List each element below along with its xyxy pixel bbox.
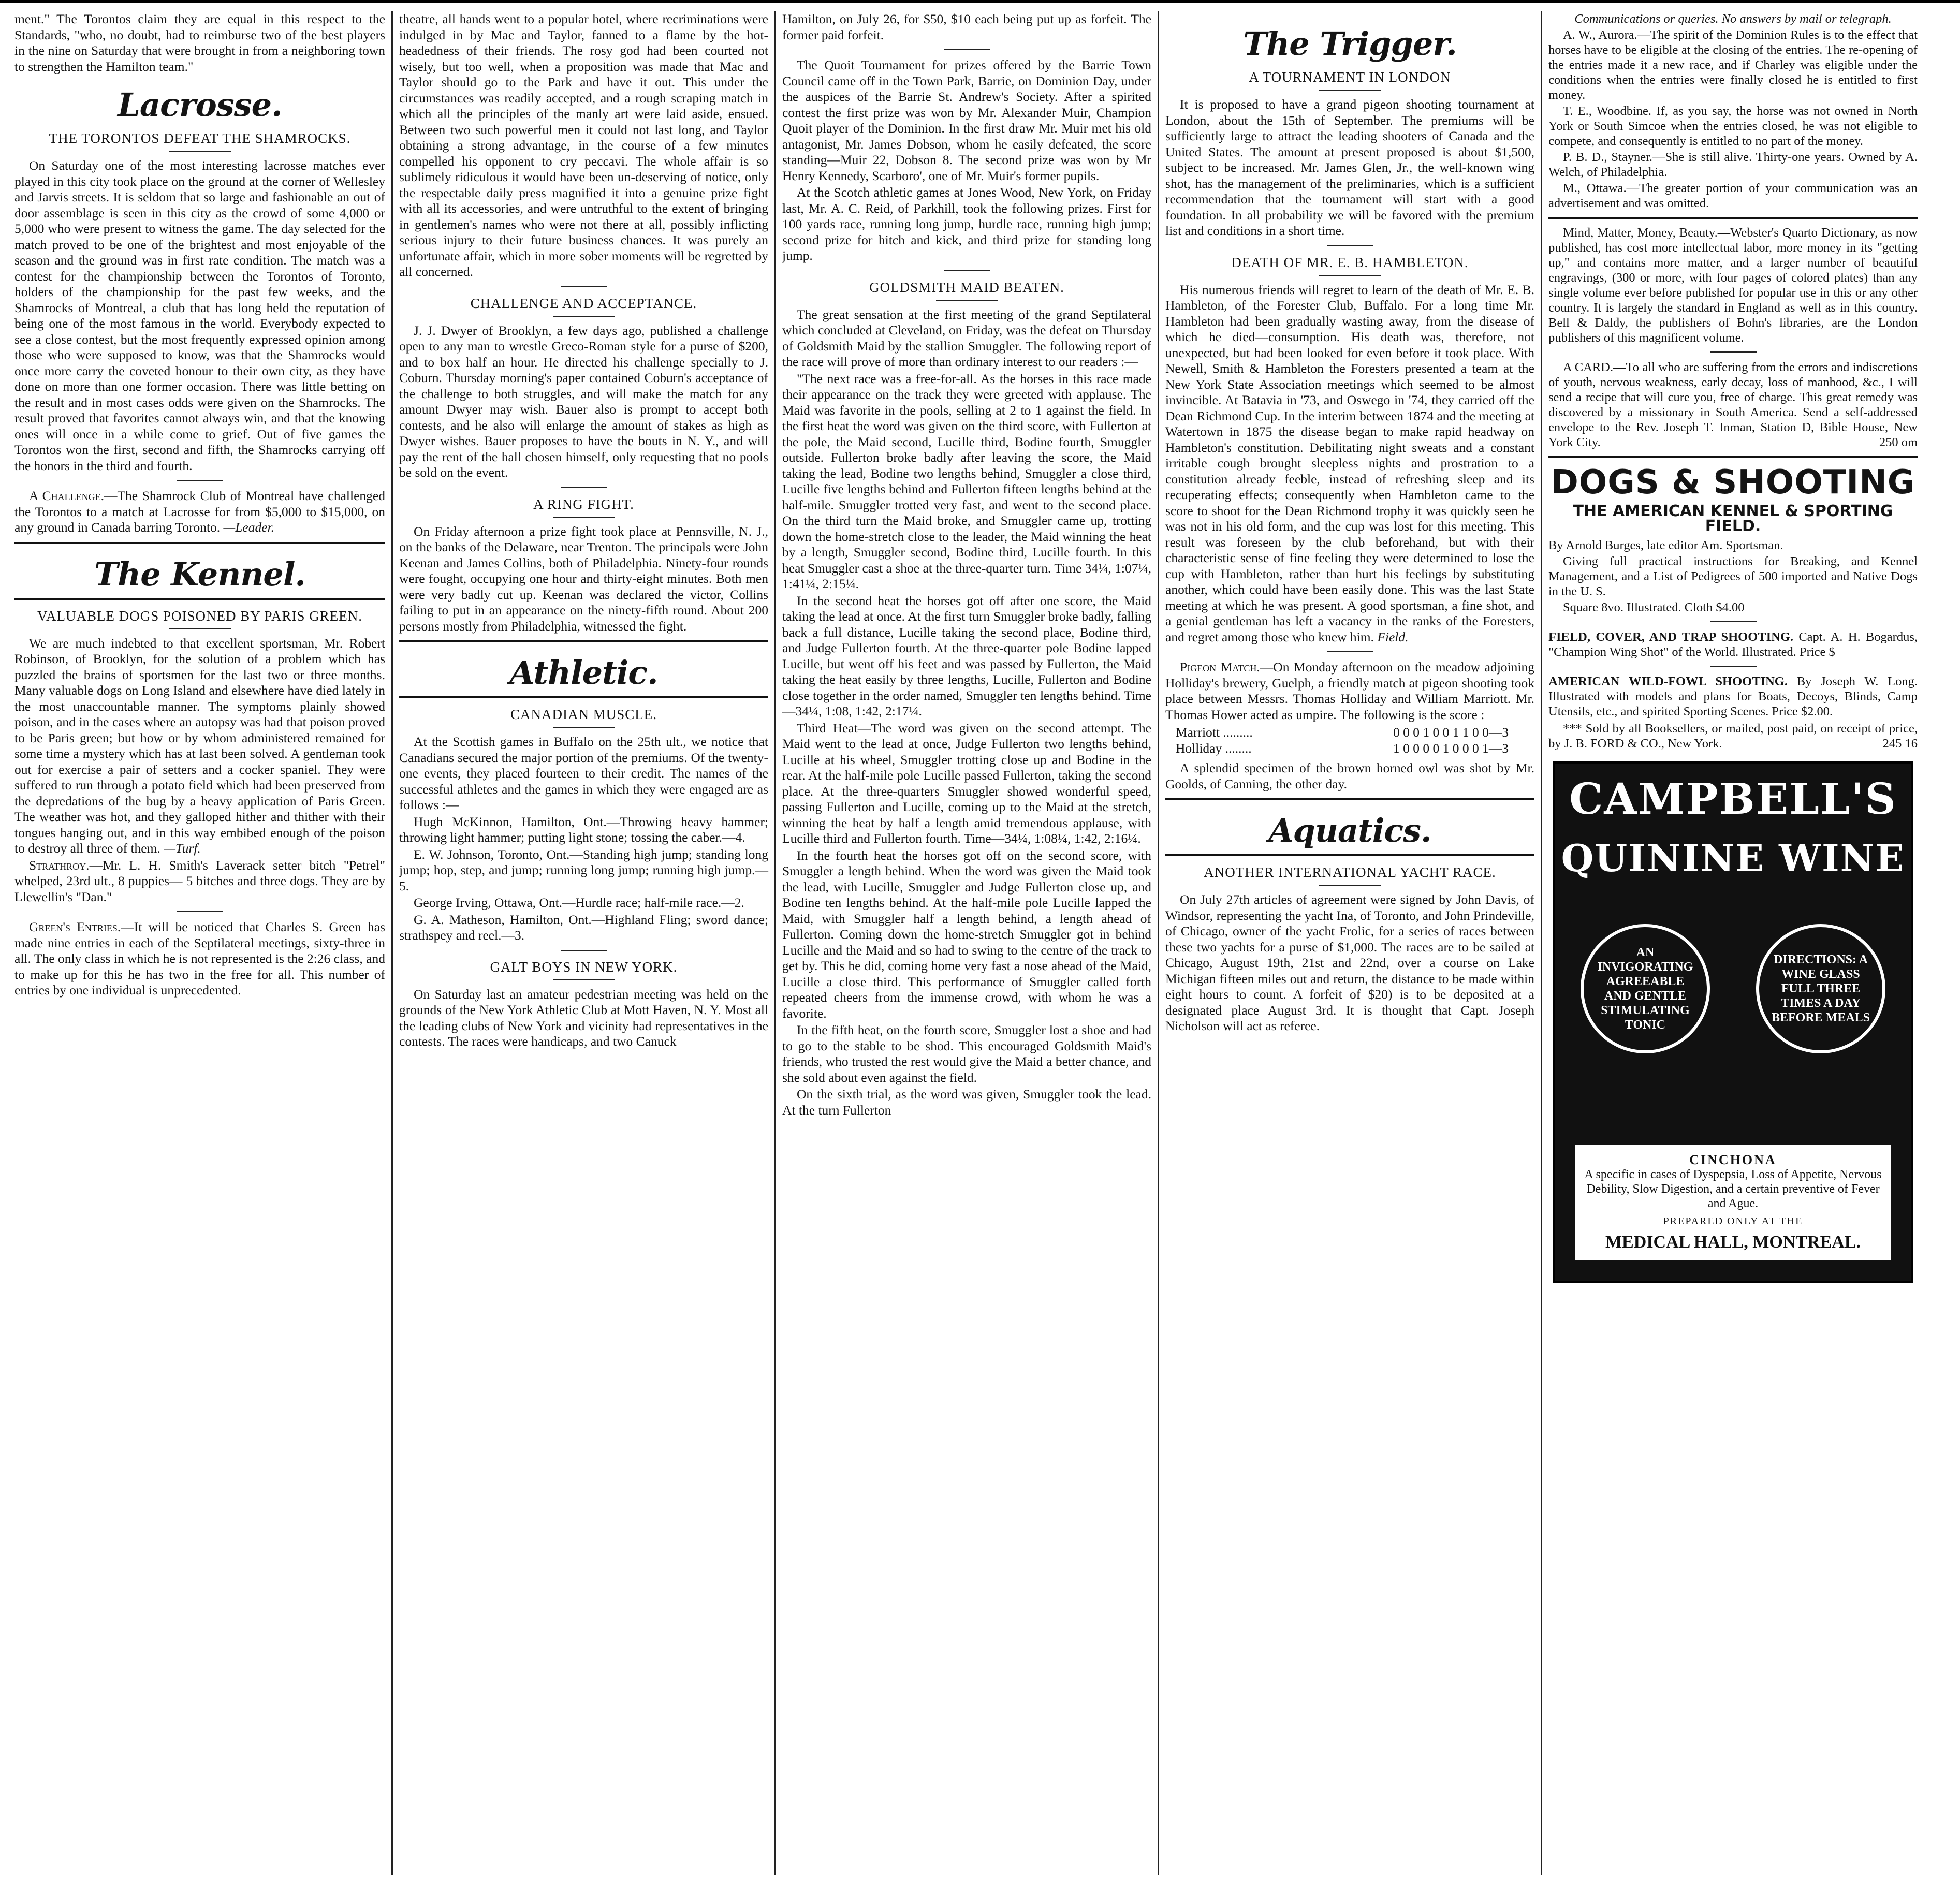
advert-text: A CARD.—To all who are suffering from the errors and indiscretions of youth, nervous weakness, early decay, loss of manhood, &c., I will send a recipe that will cure you, free of charge. This great remedy was discovered by a missionary in South America. Send a self-addressed envelope to the Rev. Joseph T. Inman, Station D, Bible House, New York City. [1548, 360, 1918, 449]
advert-seal-right: DIRECTIONS: A WINE GLASS FULL THREE TIMES A DAY BEFORE MEALS [1756, 924, 1885, 1053]
section-rule [399, 640, 768, 642]
advert-sold-by [1548, 721, 1918, 751]
advert-book [1548, 674, 1918, 719]
headline-yacht-race: ANOTHER INTERNATIONAL YACHT RACE. [1204, 864, 1496, 880]
source-credit: —Turf. [164, 841, 201, 856]
divider [944, 270, 990, 271]
divider [1327, 245, 1373, 246]
headline-dogs-poisoned: VALUABLE DOGS POISONED BY PARIS GREEN. [37, 608, 363, 624]
article-body: In the second heat the horses got off after one score, the Maid taking the lead at once. At the first turn Smuggler broke badly, falling back a full distance, Lucille taking the second place, Bodine third, and Judge Fullerton fourth. At the three-quarter pole Bodine lapped Lucille, but went off his feet and was passed by Fullerton, the Maid taking the heat easily by three lengths, Lucille, Fullerton and Bodine close together in the order named, Smuggler ten lengths behind. Time—34¼, 1:08, 1:42, 2:17¼. [782, 593, 1151, 719]
brief-text: —On Monday afternoon on the meadow adjoining Holliday's brewery, Guelph, a friendly match at pigeon shooting took place between Messrs. Thomas Holliday and William Marriott. Mr. Thomas Hower acted as umpire. The following is the score : [1165, 659, 1534, 722]
advert-dogs-subtitle: THE AMERICAN KENNEL & SPORTING FIELD. [1573, 502, 1893, 535]
headline-ring-fight: A RING FIGHT. [533, 496, 634, 512]
athlete-entry: G. A. Matheson, Hamilton, Ont.—Highland Fling; sword dance; strathspey and reel.—3. [399, 912, 768, 943]
book-title: FIELD, COVER, AND TRAP SHOOTING. [1548, 630, 1794, 644]
book-title: AMERICAN WILD-FOWL SHOOTING. [1548, 675, 1788, 688]
divider [1710, 666, 1757, 667]
divider [936, 300, 998, 301]
brief-text: —It will be noticed that Charles S. Green has made nine entries in each of the Septilateral meetings, sixty-three in all. The only class in which he is not represented is the 2:26 class, and to make up for this he has two in the free for all. This number of entries by one individual is unprecedented. [14, 919, 386, 998]
advert-campbells-quinine-wine [1553, 761, 1913, 1283]
headline-tournament: A TOURNAMENT IN LONDON [1249, 69, 1451, 85]
article-body: In the fifth heat, on the fourth score, Smuggler lost a shoe and had to go to the stable to be shod. This encouraged Goldsmith Maid's friends, who trusted the rest would give the Maid a better chance, and she sold about even against the field. [782, 1022, 1151, 1085]
article-body [14, 636, 385, 857]
answer-item: P. B. D., Stayner.—She is still alive. Thirty-one years. Owned by A. Welch, of Philadelphia. [1548, 150, 1918, 179]
score-row [1176, 725, 1534, 741]
article-body: It is proposed to have a grand pigeon shooting tournament at London, about the 15th of September. The premiums will be sufficiently large to attract the leading shooters of Canada and the United States. The amount at present proposed is about $1,500, subject to be increased. Mr. James Glen, Jr., the well-known wing shot, has the management of the preliminaries, which is a sufficient recommendation that the tournament will start with a good foundation. In all probability we will be favored with the premium list and conditions in a short time. [1165, 97, 1534, 238]
brief-lead: Green's Entries. [29, 919, 121, 934]
article-continuation: Hamilton, on July 26, for $50, $10 each being put up as forfeit. The former paid forfeit. [782, 11, 1151, 42]
article-continuation: ment." The Torontos claim they are equal in this respect to the Standards, "who, no doubt, had to reimburse two of the best players in the nine on Saturday that were brought in from a neighboring town to strengthen the Hamilton team." [14, 11, 385, 74]
answer-item: A. W., Aurora.—The spirit of the Dominion Rules is to the effect that horses have to be eligible at the closing of the entries. The re-opening of the entries made it a new race, and if Charley was eligible under the conditions when the entries were finally closed he is entitled to first money. [1548, 28, 1918, 102]
section-rule [1165, 798, 1534, 800]
score-row [1176, 741, 1534, 757]
section-rule [1548, 456, 1918, 458]
divider [1327, 651, 1373, 652]
article-body: Third Heat—The word was given on the second attempt. The Maid went to the lead at once, Judge Fullerton two lengths behind, Lucille at his wheel, Smuggler trotting close up and Bodine in the rear. At the half-mile pole Lucille passed Fullerton, taking the second place. At the three-quarters Smuggler showed wonderful speed, passing Fullerton and Lucille, coming up to the Maid at the stretch, winning the heat by half a length amid tremendous applause, with Lucille third and Fullerton fourth. Time—34¼, 1:08¼, 1:42, 2:16¼. [782, 720, 1151, 846]
advert-info-box [1575, 1145, 1891, 1260]
divider [553, 316, 615, 317]
article-body: The great sensation at the first meeting of the grand Septilateral which concluded at Cleveland, on Friday, was the defeat on Thursday of Goldsmith Maid by the stallion Smuggler. The following report of the race will prove of more than ordinary interest to our readers :— [782, 306, 1151, 369]
section-rule [399, 696, 768, 698]
advert-dogs-title: DOGS & SHOOTING [1551, 463, 1915, 502]
advert-prepared: PREPARED ONLY AT THE [1663, 1215, 1803, 1227]
divider [944, 49, 990, 50]
advert-medical-hall: MEDICAL HALL, MONTREAL. [1605, 1233, 1861, 1252]
shooter-score: 1 0 0 0 0 1 0 0 0 1—3 [1393, 740, 1509, 756]
divider [169, 151, 231, 152]
advert-dogs-author: By Arnold Burges, late editor Am. Sportsman. [1548, 538, 1783, 552]
divider [1710, 621, 1757, 622]
brief-lead: A Challenge. [29, 488, 104, 503]
book-text: Capt. A. H. Bogardus, "Champion Wing Shot" of the World. Illustrated. Price $ [1548, 630, 1918, 659]
section-rule [14, 598, 385, 600]
section-heading-kennel: The Kennel. [94, 555, 305, 593]
columns [8, 11, 1947, 1875]
advert-seal-left: AN INVIGORATING AGREEABLE AND GENTLE STIMULATING TONIC [1581, 924, 1710, 1053]
headline-hambleton: DEATH OF MR. E. B. HAMBLETON. [1231, 254, 1469, 270]
article-body: A splendid specimen of the brown horned owl was shot by Mr. Goolds, of Canning, the other day. [1165, 760, 1534, 791]
brief-lead: Strathroy. [29, 857, 90, 873]
advert-brand: CAMPBELL'S [1569, 774, 1897, 824]
article-body: "The next race was a free-for-all. As the horses in this race made their appearance on the track they were greeted with applause. The Maid was favorite in the pools, selling at 2 to 1 against the field. In the first heat the word was given on the third score, with Fullerton at the pole, the Maid second, Lucille third, Bodine fourth, Smuggler outside. Fullerton broke badly after leaving the score, the Maid taking the lead, Bodine two lengths behind, Smuggler a close third, Lucille five lengths behind and Fullerton fifteen lengths behind at the half-mile. Smuggler trotted very fast, and went to the second place. On the third turn the Maid broke, and Smuggler came up, trotting down the home-stretch close to the leader, the Maid winning the heat by a length, Smuggler second, Bodine third, Lucille fourth. In this heat Smuggler cast a shoe at the three-quarter turn. Time 34¼, 1:07¼, 1:41¼, 2:15¼. [782, 371, 1151, 591]
advert-product: QUININE WINE [1561, 836, 1905, 880]
article-body: The Quoit Tournament for prizes offered by the Barrie Town Council came off in the Town Park, Barrie, on Dominion Day, under the auspices of the Barrie St. Andrew's Society. After a spirited contest the first prize was won by Mr. Alexander Muir, Champion Quoit player of the Dominion. In the first draw Mr. Muir met his old antagonist, Mr. James Dobson, whom he easily defeated, the score standing—Muir 22, Dobson 8. The second prize was won by Mr Henry Kennedy, Scarboro', one of Mr. Muir's former pupils. [782, 57, 1151, 183]
shooter-name: Holliday ........ [1176, 740, 1252, 756]
section-heading-aquatics: Aquatics. [1268, 812, 1431, 849]
article-body: At the Scottish games in Buffalo on the 25th ult., we notice that Canadians secured the major portion of the premiums. Of the twenty-one events, they placed fourteen to their credit. The names of the successful athletes and the games in which they were engaged are as follows :— [399, 734, 768, 812]
score-table [1176, 725, 1534, 756]
divider [553, 727, 615, 728]
source-credit: Field. [1377, 629, 1409, 644]
section-heading-lacrosse: Lacrosse. [118, 86, 282, 124]
answer-item: T. E., Woodbine. If, as you say, the horse was not owned in North York or South Simcoe when the entries closed, he was not eligible to compete, and consequently is entitled to no part of the money. [1548, 104, 1918, 148]
brief-pigeon-match [1165, 659, 1534, 723]
headline-canadian-muscle: CANADIAN MUSCLE. [510, 707, 657, 722]
article-body: On the sixth trial, as the word was given, Smuggler took the lead. At the turn Fullerton [782, 1087, 1151, 1118]
section-rule [1165, 854, 1534, 856]
advert-description: A specific in cases of Dyspepsia, Loss of Appetite, Nervous Debility, Slow Digestion, and a certain preventive of Fever and Ague. [1584, 1168, 1882, 1210]
shooter-name: Marriott ......... [1176, 725, 1253, 740]
advert-text: *** Sold by all Booksellers, or mailed, post paid, on receipt of price, by J. B. FORD & CO., New York. [1548, 722, 1918, 751]
divider [1319, 90, 1381, 91]
divider [561, 950, 607, 951]
brief-text: —Mr. L. H. Smith's Laverack setter bitch "Petrel" whelped, 23rd ult., 8 puppies— 5 bitches and three dogs. They are by Llewellin's "Dan." [14, 857, 385, 904]
article-body: On Saturday one of the most interesting lacrosse matches ever played in this city took place on the ground at the corner of Wellesley and Jarvis streets. It is seldom that so large and fashionable an out of door assemblage is seen in this city as the crowd of some 4,000 or 5,000 who were present to witness the game. The day selected for the match proved to be one of the brightest and most enjoyable of the season and the ground was in first rate condition. The match was a contest for the championship between the Torontos of Toronto, holders of the championship for the past few weeks, and the Shamrocks of Montreal, a club that has long held the reputation of being one of the most famous in the world. Everybody expected to see a close contest, but the most frequently expressed opinion among those who were supposed to know, was that the Shamrocks would once more carry the coveted honour to their own city, as they have done on more than one former occasion. There was little betting on the result and in most cases odds were given on the Shamrocks. The result proved that favorites cannot always win, and that the knowing ones will once in a while come to grief. Out of five games the Torontos won the first, second and fifth, the Shamrocks carrying off the honors in the third and fourth. [14, 158, 385, 473]
article-body: On Friday afternoon a prize fight took place at Pennsville, N. J., on the banks of the Delaware, near Trenton. The principals were John Keenan and James Collins, both of Philadelphia. Ninety-four rounds were fought, occupying one hour and thirty-eight minutes. Both men were very badly cut up. Keenan was declared the victor, Collins failing to put in an appearance on the ninety-fifth round. About 200 persons mostly from Philadelphia, witnessed the fight. [399, 523, 768, 634]
headline-challenge: CHALLENGE AND ACCEPTANCE. [470, 295, 697, 311]
article-body: On July 27th articles of agreement were signed by John Davis, of Windsor, representing the yacht Ina, of Toronto, and John Prindeville, of Chicago, owner of the yacht Frolic, for a series of races between these two yachts for a purse of $1,000. The races are to be sailed at Chicago, August 19th, 21st and 22nd, over a course on Lake Michigan fifteen miles out and return, the distance to be made within eight hours to count. A forfeit of $20) is to be deposited at a designated place August 3rd. It is thought that Capt. Joseph Nicholson will act as referee. [1165, 892, 1534, 1033]
answer-item: M., Ottawa.—The greater portion of your communication was an advertisement and was omitted. [1548, 181, 1918, 210]
athlete-entry: George Irving, Ottawa, Ont.—Hurdle race; half-mile race.—2. [414, 895, 744, 910]
article-text: We are much indebted to that excellent sportsman, Mr. Robert Robinson, of Brooklyn, for the solution of a problem which has puzzled the brains of sportsmen for the last two or three months. Many valuable dogs on Long Island and elsewhere have died lately in the most unaccountable manner. The symptoms plainly showed poison, and in the cases where an autopsy was had that poison proved to be Paris green; but how or by whom administered remained for some time a mystery which has at last been solved. A gentleman took out for exercise a pair of setters and a cocker spaniel. They were suffered to run through a potato field which had been preserved from the depredations of the bug by a heavy application of Paris Green. The weather was hot, and they galloped hither and thither with their tongues hanging out, and in this way embibed enough of the poison to destroy all three of them. [14, 635, 385, 856]
divider [1319, 275, 1381, 276]
advert-dictionary: Mind, Matter, Money, Beauty.—Webster's Quarto Dictionary, as now published, has cost more intellectual labor, more money in its "getting up," and contains more matter, and a larger number of beautiful engravings, (300 or more, with four pages of colored plates) than any single volume ever before published for popular use in this or any other country. It is largely the standard in England as well as in this country. Bell & Daldy, the publishers of Bohn's libraries, are the London publishers of this magnificent volume. [1548, 226, 1918, 345]
brief-lead: Pigeon Match. [1180, 659, 1260, 675]
brief-text: —The Shamrock Club of Montreal have challenged the Torontos to a match at Lacrosse for from $5,000 to $15,000, on any ground in Canada barring Toronto. [14, 488, 385, 535]
section-heading-trigger: The Trigger. [1243, 25, 1457, 63]
advert-card [1548, 360, 1918, 450]
book-text: By Joseph W. Long. Illustrated with models and plans for Boats, Decoys, Blinds, Camp Utensils, etc., and spirited Sporting Scenes. Price $2.00. [1548, 675, 1918, 719]
advert-book [1548, 629, 1918, 659]
headline-torontos: THE TORONTOS DEFEAT THE SHAMROCKS. [49, 130, 351, 146]
advert-dogs-price: Square 8vo. Illustrated. Cloth $4.00 [1563, 600, 1745, 614]
divider [553, 517, 615, 518]
article-body [1165, 282, 1534, 646]
divider [177, 911, 223, 912]
headline-goldsmith-maid: GOLDSMITH MAID BEATEN. [869, 279, 1064, 295]
column-2 [391, 11, 774, 1875]
divider [553, 979, 615, 980]
column-1 [8, 11, 391, 1875]
answers-notice: Communications or queries. No answers by mail or telegraph. [1574, 12, 1892, 26]
divider [177, 480, 223, 481]
column-4 [1158, 11, 1541, 1875]
article-body: On Saturday last an amateur pedestrian meeting was held on the grounds of the New York Athletic Club at Mott Haven, N. Y. Most all the leading clubs of New York and vicinity had representatives in the contests. The races were handicaps, and two Canuck [399, 986, 768, 1049]
article-text: His numerous friends will regret to learn of the death of Mr. E. B. Hambleton, of the Forester Club, Buffalo. For a long time Mr. Hambleton had been gradually wasting away, from the disease of which he died—consumption. His death was, therefore, not unexpected, but had been looked for even before it took place. With Newell, Smith & Hambleton the Foresters presented a team at the New York State Association meetings which seemed to be almost invincible. At Batavia in '73, and Oswego in '74, they carried off the Dean Richmond Cup. In the interim between 1874 and the meeting at Watertown in 1875 the disease began to make rapid headway on Hambleton's constitution. Debilitating night sweats and a constant irritable cough brought sleepless nights and prostration to a constitution already feeble, instead of refreshing sleep and its recuperating effects; consequently when Hambleton came to the score to shoot for the Dean Richmond trophy it was quickly seen he was not in his old form, and the cup was lost for this meeting. This result was foreseen by the club beforehand, but with their characteristic sense of fine feeling they were determined to lose the cup with Hambleton, rather than hurt his feelings by substituting another, which could have been easily done. This was the last State meeting at which he was present. A good sportsman, a fine shot, and a genial gentleman has left a vacancy in the ranks of the Foresters, and regret among those who knew him. [1165, 282, 1534, 644]
column-3 [774, 11, 1158, 1875]
article-body: In the fourth heat the horses got off on the second score, with Smuggler a length behind. When the word was given the Maid took the lead, with Lucille, Smuggler and Judge Fullerton close up, and Bodine ten lengths behind. At the half-mile pole Lucille lapped the Maid, with Smuggler half a length behind, a length ahead of Fullerton. Coming down the home-stretch Smuggler got in behind Lucille and the Maid and so had to swing to the centre of the track to get by. This he did, coming home very fast a nose ahead of the Maid, Lucille a close third. This performance of Smuggler called forth repeated cheers from the immense crowd, with whom he was a favorite. [782, 847, 1151, 1021]
brief-strathroy [14, 858, 385, 905]
advert-ref: 245 16 [1882, 737, 1918, 751]
source-credit: —Leader. [223, 520, 274, 535]
article-continuation: theatre, all hands went to a popular hotel, where recriminations were indulged in by Mac and Taylor, fanned to a flame by the hot-headedness of their friends. The rosy god had been courted not wisely, but too well, when a proposition was made that Mac and Taylor should go to the Park and have it out. This under the circumstances was readily accepted, and a rough scraping match in which all the principles of the manly art were laid aside, ensued. Between two such powerful men it could not last long, and Taylor obtaining a strong advantage, in the course of a few minutes compelled his opponent to cry peccavi. The whole affair is so sublimely ridiculous it would have been un-deserving of notice, only the respectable daily press magnified it into a genuine prize fight with all its accessories, and were untruthful to the extent of bringing in gentlemen's names who were not there at all, possibly inflicting serious injury to their future business chances. It was purely an unfortunate affair, which in more sober moments will be regretted by all concerned. [399, 11, 768, 279]
article-body: At the Scotch athletic games at Jones Wood, New York, on Friday last, Mr. A. C. Reid, of Parkhill, took the following prizes. First for 100 yards race, running long jump, hurdle race, running high jump; second prize for hitch and kick, and third prize for standing long jump. [782, 185, 1151, 263]
section-rule [14, 542, 385, 544]
brief-challenge [14, 488, 385, 536]
advert-dogs-desc: Giving full practical instructions for Breaking, and Kennel Management, and a List of Pedigrees of 500 imported and Native Dogs in the U. S. [1548, 554, 1918, 598]
athlete-entry: E. W. Johnson, Toronto, Ont.—Standing high jump; standing long jump; hop, step, and jump; running long jump; running high jump.—5. [399, 846, 768, 893]
advert-keyword: CINCHONA [1689, 1152, 1777, 1167]
shooter-score: 0 0 0 1 0 0 1 1 0 0—3 [1393, 725, 1509, 740]
brief-green-entries [14, 919, 385, 999]
section-heading-athletic: Athletic. [509, 654, 658, 692]
divider [1710, 351, 1757, 353]
advert-ref: 250 om [1879, 435, 1918, 449]
divider [169, 628, 231, 629]
divider [1319, 885, 1381, 886]
section-rule [1548, 217, 1918, 219]
divider [561, 487, 607, 488]
headline-galt-boys: GALT BOYS IN NEW YORK. [490, 959, 678, 975]
athlete-entry: Hugh McKinnon, Hamilton, Ont.—Throwing heavy hammer; throwing light hammer; putting light stone; tossing the caber.—4. [399, 814, 768, 845]
article-body: J. J. Dwyer of Brooklyn, a few days ago, published a challenge open to any man to wrestle Greco-Roman style for a purse of $200, and to box half an hour. He directed his challenge specially to J. Coburn. Thursday morning's paper contained Coburn's acceptance of the challenge to both struggles, and will make the match for any amount Dwyer may wish. Bauer also is prompt to accept both contests, and he also will enlarge the amount of stakes as high as Dwyer wishes. Bauer proposes to have the bouts in N. Y., and will pay the rent of the hall chosen himself, only requesting that no pools be sold on the event. [399, 323, 768, 480]
divider [561, 286, 607, 287]
column-5 [1541, 11, 1924, 1875]
